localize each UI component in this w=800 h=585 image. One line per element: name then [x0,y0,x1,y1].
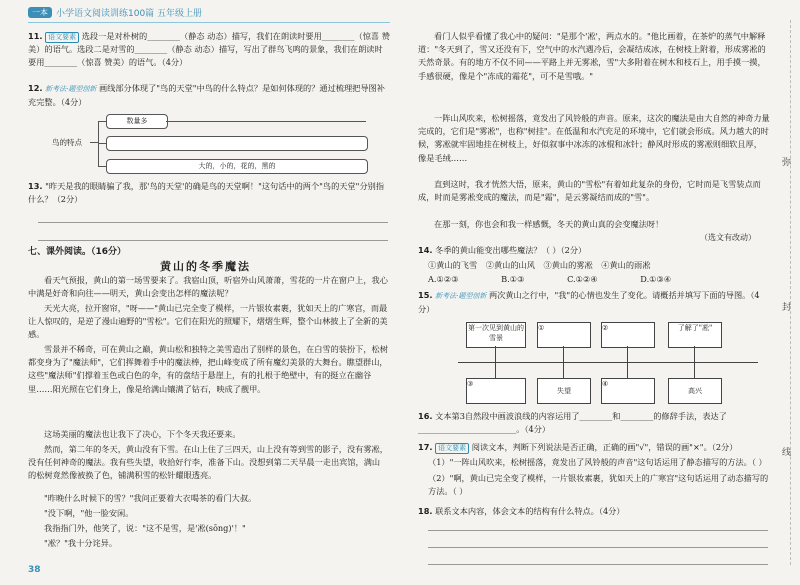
brand-logo: 一本 [28,7,52,18]
story-paragraph: "没下啊，"他一脸安闲。 [44,508,134,518]
page-header [28,4,202,20]
question-text: 画线部分体现了"鸟的天堂"中鸟的什么特点？是如何体现的？通过梳理把导图补充完整。（4分） [28,83,385,107]
answer-line[interactable] [38,240,388,241]
question-text: 联系文本内容，体会文本的结构有什么特点。（4分） [435,506,625,516]
answer-line [166,121,366,122]
story-paragraph: 直到这时，我才恍然大悟，原来，黄山的"雪松"有着如此复杂的身份，它时而是飞雪装点而成，时而是雾凇变成的魔法，而是"霜"，是云雾凝结而成的"雪"。 [418,179,761,203]
section-heading: 七、课外阅读。（16分） [28,247,127,257]
question-tag: 新考法·题型创新 [435,292,487,300]
story-paragraph: 这场美丽的魔法也让我下了决心，下个冬天我还要来。 [44,429,241,439]
flow-connector [694,346,695,362]
question-number: 17. [418,442,433,452]
q14-options [428,259,770,272]
flow-answer-box[interactable]: ④ [601,378,655,404]
mind-map-branch [98,143,106,144]
source-note: （选文有改动） [700,233,756,242]
option: ②黄山的山风 [485,260,535,270]
question-13 [28,180,390,206]
story-paragraph: "昨晚什么时候下的雪？"我问正要着大衣喝茶的看门大叔。 [44,493,257,503]
question-12 [28,82,390,109]
question-tag: 新考法·题型创新 [45,85,97,93]
mind-map-item: 数量多 [106,114,168,129]
flow-connector [694,362,695,378]
question-number: 13. [28,181,43,191]
flow-connector [495,362,496,378]
seal-line [790,20,791,565]
mind-map-item[interactable] [106,136,368,151]
question-text: 选段一是对朴树的________（静态 动态）描写，我们在朗读时要用________（惊喜 赞美）的语气。选段二是对雪的________（静态 动态）描写，写出了群鸟飞鸣的景象，我们在朗读时要用________（惊喜 赞美）的语气。（4分） [28,31,390,67]
flow-box: 失望 [537,378,591,404]
mind-map-branch [98,121,106,122]
story-paragraph: 然而，第二年的冬天，黄山没有下雪。在山上住了三四天，山上没有等到雪的影子，没有雾凇，没有任何神奇的魔法。我有些失望，收拾好行李，准备下山。没想到第二天早晨一走出宾馆，满山的松树竟然像被换了色，铺满积雪的松针耀眼透亮。 [28,444,388,481]
story-paragraph: "凇？"我十分诧异。 [44,538,118,548]
page-number: 38 [28,565,41,575]
story-paragraph: 我指指门外，他笑了，说："这不是雪，是'凇(sōng)'！" [44,523,246,533]
story-paragraph: 雪景并不稀奇，可在黄山之巅，黄山松和独特之美雪造出了别样的景色，在白雪的装扮下，松树都变身为了"魔法师"，它们挥舞着手中的魔法棒，把山峰变成了所有魔幻美景的大舞台。瞧望群山，这些"魔法师"们撑着玉色或白色的伞，有的盘结于悬崖上，有的扎根于绝壁中，有的挺立在幽谷里……阳光照在它们身上，像是给满山镶满了钻石，映成了靓甲。 [28,344,388,394]
mind-map-connector [90,142,98,143]
question-number: 15. [418,290,433,300]
flow-answer-box[interactable]: ① [537,322,591,348]
flow-box: 了解了"凇" [668,322,722,348]
question-text: 两次黄山之行中，"我"的心情也发生了变化。请概括并填写下面的导图。（4分） [418,290,760,314]
question-tag: 语文要素 [435,443,469,454]
flow-connector [563,346,564,362]
question-number: 18. [418,506,433,516]
question-tag: 语文要素 [45,32,79,43]
mind-map-root: 鸟的特点 [52,138,82,147]
flow-connector [627,346,628,362]
flow-answer-box[interactable]: ③ [466,378,526,404]
flow-connector [563,362,564,378]
header-title: 小学语文阅读训练100篇 五年级上册 [56,8,203,19]
question-17 [418,441,770,454]
story-paragraph: 看门人似乎看懂了我心中的疑问："是那个'凇'，两点水的。"他比画着，在茶炉的蒸气中解释道："冬天到了，雪又还没有下，空气中的水汽遇冷后，会凝结成冰，在树枝上附着，形成雾凇的天然奇景。有的地方不仅不同——平路上并无雾凇，雪"大多附着在树木和枝石上，用手摸一摸，手感很硬，像是个"冻成的霜花"，可不是雪哦。" [418,31,766,81]
seal-mark: 弥 [782,158,792,168]
choice-b[interactable]: B.①③ [501,274,525,284]
flow-connector [627,362,628,378]
question-18 [418,505,770,518]
question-number: 12. [28,83,43,93]
flow-axis [458,362,758,363]
choice-c[interactable]: C.①②④ [567,274,598,284]
answer-line[interactable] [428,564,768,565]
flow-connector [495,346,496,362]
story-paragraph: 在那一刻，你也会和我一样感慨，冬天的黄山真的会变魔法呀！ [434,219,664,229]
q14-choices [428,273,770,286]
seal-mark: 线 [782,448,792,458]
header-rule [28,22,390,23]
question-number: 16. [418,411,433,421]
story-paragraph: 天光大亮，拉开窗帘，"呀——"黄山已完全变了模样，一片银妆素裹，犹如天上的广寒宫，而最让人惊叹的，是逆了漫山遍野的"雪松"。它们在阳光的照耀下，熠熠生辉，整个山林披上了全新的美感。 [28,303,388,340]
option: ④黄山的雨凇 [601,260,651,270]
mind-map-branch [98,166,106,167]
mind-map-item-text: 大的，小的，花的，黑的 [198,162,276,170]
question-number: 11. [28,31,43,41]
q17-statement-1: （1）"一阵山风吹来，松树摇落，竟发出了风铃般的声音"这句话运用了静态描写的方法。（ ） [428,457,767,467]
question-number: 14. [418,245,433,255]
answer-line[interactable] [428,547,768,548]
q17-statement-2: （2）"啊，黄山已完全变了模样，一片银妆素裹，犹如天上的广寒宫"这句话运用了动态描写的方法。（ ） [428,473,769,496]
choice-d[interactable]: D.①③④ [640,274,672,284]
question-text: 阅读文本，判断下列说法是否正确，正确的画"√"，错误的画"×"。（2分） [471,442,738,452]
question-text: 冬季的黄山能变出哪些魔法？（ ）（2分） [435,245,587,255]
question-11 [28,30,390,69]
story-title: 黄山的冬季魔法 [160,260,251,273]
answer-line[interactable] [428,530,768,531]
question-16 [418,410,770,436]
question-text: "昨天是我的眼睛骗了我，那'鸟的天堂'的确是鸟的天堂啊！"这句话中的两个"鸟的天堂"分别指什么？（2分） [28,181,385,204]
option: ①黄山的飞雪 [428,260,478,270]
seal-mark: 封 [782,303,792,313]
flow-answer-box[interactable]: ② [601,322,655,348]
mind-map-item [106,159,368,174]
flow-box: 第一次见到黄山的雪景 [466,322,526,348]
answer-line[interactable] [38,222,388,223]
option: ③黄山的雾凇 [543,260,593,270]
story-paragraph: 一阵山风吹来，松树摇落，竟发出了风铃般的声音。原来，这次的魔法是由大自然的神奇力量完成的，它们是"雾凇"，也称"树挂"。在低温和水汽充足的环境中，它们就会形成。风力越大的时候，雾凇就牢固地挂在树枝上，好似叙事中冰冻的冰棍和冰针；静风时形成的雾凇则细软且厚，像是毛绒…… [418,113,770,163]
story-paragraph: 看天气预报，黄山的第一场雪要来了。我宿山顶，听宿外山风萧萧，雪花的一片在窗户上，我心中满是好奇和向往——明天，黄山会变出怎样的魔法呢？ [28,275,388,299]
choice-a[interactable]: A.①②③ [428,274,459,284]
question-text: 文本第3自然段中画波浪线的内容运用了________和________的修辞手法，表达了________________________。（4分） [418,411,727,434]
question-14 [418,244,770,257]
flow-box: 高兴 [668,378,722,404]
question-15 [418,289,770,316]
